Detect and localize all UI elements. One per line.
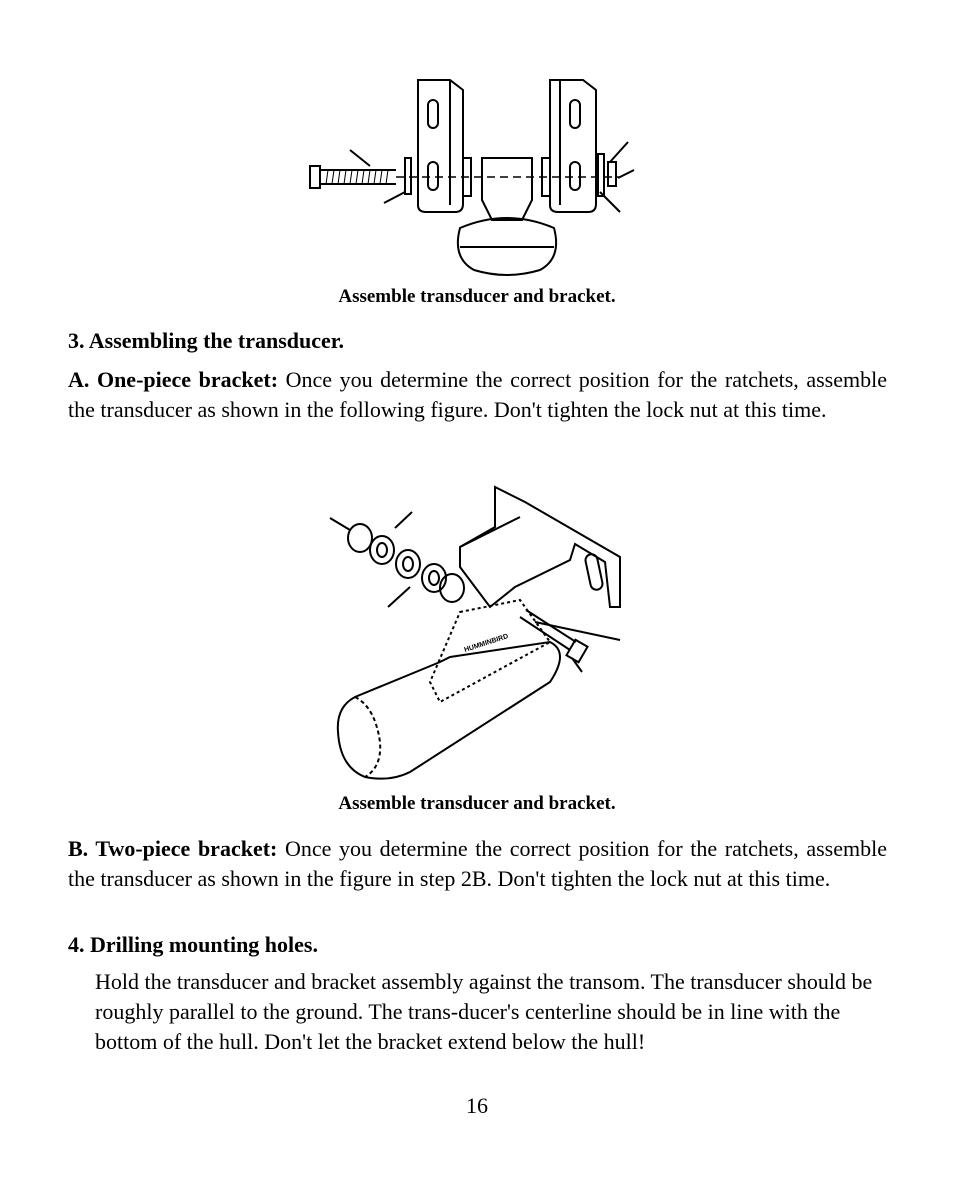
- paragraph-drilling: Hold the transducer and bracket assembly against the transom. The transducer should be roughly parallel to the ground. The trans-ducer's centerline should be in line with the bottom of the hull. Don't let the bracket extend below the hull!: [95, 969, 873, 1054]
- bracket-exploded-figure: [300, 70, 660, 285]
- figure-caption: Assemble transducer and bracket.: [338, 286, 616, 307]
- bolt-head: [310, 166, 320, 188]
- paragraph-text: Once you determine the correct position for the ratchets, assemble the transducer as shown in the figure in step 2B. Don't tighten the lock nut at this time.: [68, 836, 887, 891]
- left-bracket-plate: [418, 80, 463, 212]
- page-number: 16: [466, 1093, 488, 1118]
- transducer-body: [338, 642, 560, 779]
- paragraph-lead: A. One-piece bracket:: [68, 367, 279, 392]
- paragraph-lead: B. Two-piece bracket:: [68, 836, 278, 861]
- section-heading: 3. Assembling the transducer.: [68, 328, 345, 353]
- figure-caption: Assemble transducer and bracket.: [338, 793, 616, 814]
- transducer-assembly-figure: [320, 482, 630, 787]
- paragraph-text: Once you determine the correct position for the ratchets, assemble the transducer as shown in the following figure. Don't tighten the lock nut at this time.: [68, 367, 887, 422]
- transducer-stem: [482, 158, 532, 220]
- paragraph-one-piece-bracket: [68, 365, 887, 425]
- paragraph-two-piece-bracket: [68, 834, 887, 894]
- section-heading: 4. Drilling mounting holes.: [68, 932, 318, 957]
- transducer-decal: HUMMINBIRD: [463, 633, 510, 654]
